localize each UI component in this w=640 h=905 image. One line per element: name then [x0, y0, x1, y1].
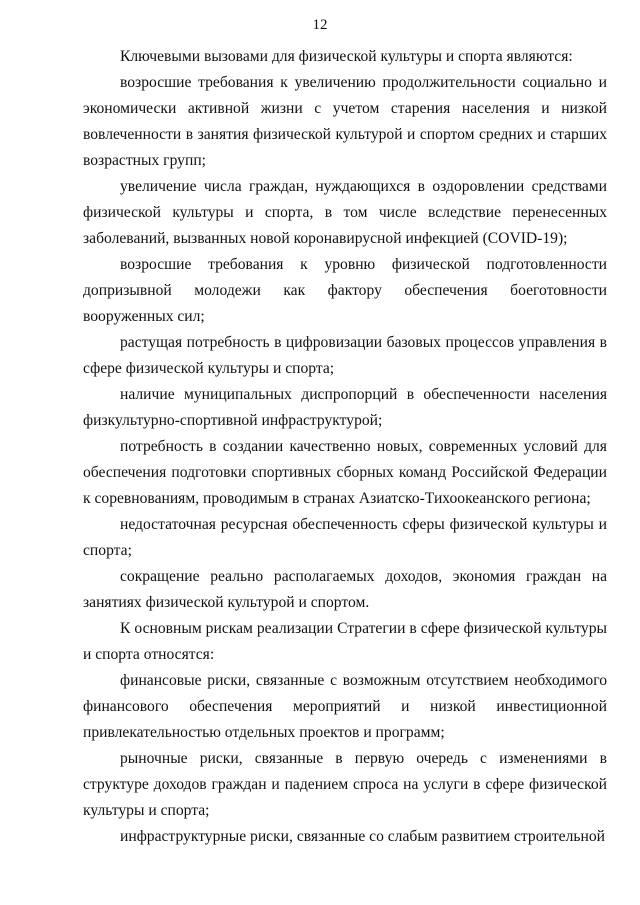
paragraph-challenges-intro: Ключевыми вызовами для физической культуры и спорта являются:: [120, 48, 573, 65]
paragraph-infrastructure-risks: инфраструктурные риски, связанные со слабым развитием строительной: [120, 828, 605, 845]
paragraph-municipal-disproportions: наличие муниципальных диспропорций в обеспеченности населения физкультурно-спортивной инфраструктурой;: [83, 386, 607, 429]
paragraph-market-risks: рыночные риски, связанные в первую очередь с изменениями в структуре доходов граждан и падением спроса на услуги в сфере физической культуры и спорта;: [83, 750, 607, 819]
paragraph-active-life: возросшие требования к увеличению продолжительности социально и экономически активной жизни с учетом старения населения и низкой вовлеченности в занятия физической культурой и спортом средних и старших возрастных групп;: [83, 74, 607, 169]
paragraph-risks-intro: К основным рискам реализации Стратегии в сфере физической культуры и спорта относятся:: [83, 620, 607, 663]
paragraph-financial-risks: финансовые риски, связанные с возможным отсутствием необходимого финансового обеспечения мероприятий и низкой инвестиционной привлекательностью отдельных проектов и программ;: [83, 672, 607, 741]
paragraph-health-improvement: увеличение числа граждан, нуждающихся в оздоровлении средствами физической культуры и спорта, в том числе вследствие перенесенных заболеваний, вызванных новой коронавирусной инфекцией (COVID-19);: [83, 178, 607, 247]
paragraph-resources: недостаточная ресурсная обеспеченность сферы физической культуры и спорта;: [83, 516, 607, 559]
paragraph-digitalization: растущая потребность в цифровизации базовых процессов управления в сфере физической культуры и спорта;: [83, 334, 607, 377]
paragraph-pre-conscription: возросшие требования к уровню физической подготовленности допризывной молодежи как фактору обеспечения боеготовности вооруженных сил;: [83, 256, 607, 325]
page-number: 12: [312, 17, 328, 33]
document-body: [83, 44, 607, 850]
paragraph-income-reduction: сокращение реально располагаемых доходов, экономия граждан на занятиях физической культурой и спортом.: [83, 568, 607, 611]
paragraph-national-teams: потребность в создании качественно новых, современных условий для обеспечения подготовки спортивных сборных команд Российской Федерации к соревнованиям, проводимым в странах Азиатско-Тихоокеанского региона;: [83, 438, 607, 507]
